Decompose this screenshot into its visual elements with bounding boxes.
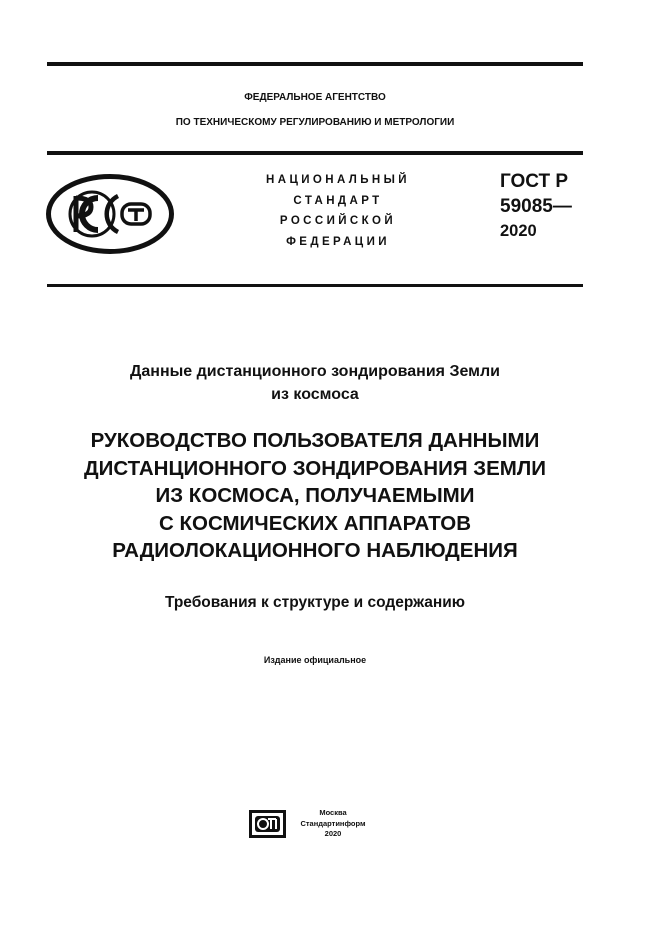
top-rule <box>47 62 583 66</box>
publisher-city: Москва <box>319 808 347 817</box>
title-line-2: ДИСТАНЦИОННОГО ЗОНДИРОВАНИЯ ЗЕМЛИ <box>84 456 546 480</box>
topic-heading <box>0 360 630 406</box>
header-bottom-rule <box>47 284 583 287</box>
topic-line-1: Данные дистанционного зондирования Земли <box>129 363 501 380</box>
title-line-4: С КОСМИЧЕСКИХ АППАРАТОВ <box>158 511 472 535</box>
standard-type <box>247 170 429 252</box>
publisher-block <box>297 808 369 840</box>
publisher-name: Стандартинформ <box>300 818 366 828</box>
document-title <box>0 427 630 565</box>
designation-prefix: ГОСТ Р <box>500 171 569 192</box>
standard-type-line-1: НАЦИОНАЛЬНЫЙ <box>266 174 410 186</box>
agency-line-2: ПО ТЕХНИЧЕСКОМУ РЕГУЛИРОВАНИЮ И МЕТРОЛОГИИ <box>175 117 455 128</box>
title-line-3: ИЗ КОСМОСА, ПОЛУЧАЕМЫМИ <box>155 484 475 507</box>
topic-line-2: из космоса <box>271 386 359 403</box>
standard-type-line-3: РОССИЙСКОЙ <box>279 215 397 227</box>
title-line-1: РУКОВОДСТВО ПОЛЬЗОВАТЕЛЯ ДАННЫМИ <box>90 429 540 452</box>
gost-r-emblem-icon <box>46 174 174 254</box>
edition-label: Издание официальное <box>263 655 367 665</box>
designation-year: 2020 <box>500 222 537 240</box>
publisher-year: 2020 <box>324 829 342 838</box>
standard-type-line-2: СТАНДАРТ <box>293 194 383 207</box>
agency-line-1: ФЕДЕРАЛЬНОЕ АГЕНТСТВО <box>244 92 386 103</box>
title-line-5: РАДИОЛОКАЦИОННОГО НАБЛЮДЕНИЯ <box>112 539 518 562</box>
standartinform-logo-icon <box>249 810 286 838</box>
standard-type-line-4: ФЕДЕРАЦИИ <box>286 235 390 248</box>
designation-number: 59085— <box>500 196 572 217</box>
header-rule <box>47 151 583 155</box>
document-subtitle: Требования к структуре и содержанию <box>164 594 466 611</box>
standard-designation <box>500 169 572 244</box>
